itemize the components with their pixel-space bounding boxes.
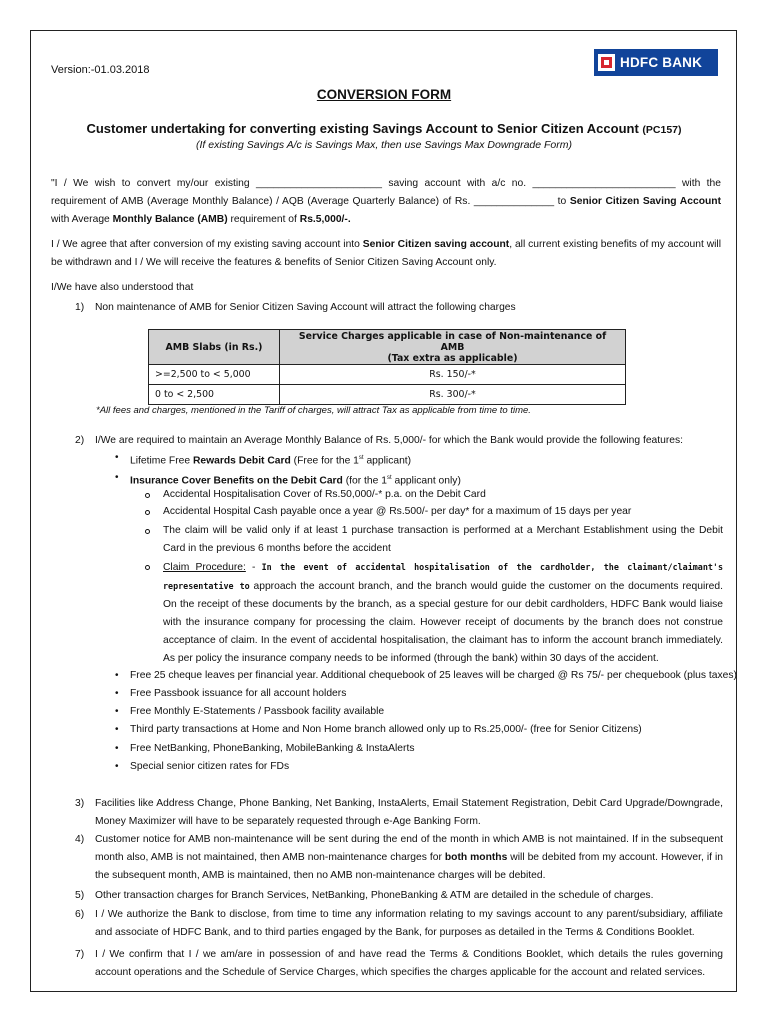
form-title: CONVERSION FORM: [316, 87, 452, 102]
tax-note: *All fees and charges, mentioned in the Tariff of charges, will attract Tax as applicable from time to time.: [96, 405, 531, 416]
item-5-number: 5): [75, 890, 85, 901]
item-5-text: Other transaction charges for Branch Services, NetBanking, PhoneBanking & ATM are detailed in the schedule of charges.: [95, 890, 654, 901]
table-cell-charge: Rs. 300/-*: [280, 385, 626, 405]
table-header-charges: Service Charges applicable in case of Non-maintenance of AMB (Tax extra as applicable): [280, 330, 626, 365]
feature-third-party-transactions: • Third party transactions at Home and Non Home branch allowed only up to Rs.25,000/- (free for Senior Citizens): [130, 721, 642, 739]
intro-paragraph-1: "I / We wish to convert my/our existing ______________________ saving account with a/c no. _________________________ with the requirement of AMB (Average Monthly Balance) / AQB (Average Quarterly Balance) of Rs. ______________ to Senior Citizen Saving Account with Average Monthly Balance (AMB) requirement of Rs.5,000/-.: [51, 178, 721, 225]
form-subtitle: [0, 121, 768, 136]
item-4-text: Customer notice for AMB non-maintenance will be sent during the end of the month in which AMB is not maintained. If in the subsequent month also, AMB is not maintained, then AMB non-maintenance charges for both months will be debited from my account. However, if in the subsequent month, AMB is maintained, then no AMB non-maintenance charges will be debited.: [95, 834, 723, 881]
item-1-number: 1): [75, 302, 85, 313]
item-2-number: 2): [75, 435, 85, 446]
table-header-slabs: AMB Slabs (in Rs.): [149, 330, 280, 365]
item-7-text: I / We confirm that I / we am/are in possession of and have read the Terms & Conditions Booklet, which details the rules governing account operations and the Schedule of Service Charges, which specifies the charges applicable for the account and related services.: [95, 949, 723, 978]
item-6-number: 6): [75, 909, 85, 920]
table-row: [149, 365, 626, 385]
item-2-text: I/We are required to maintain an Average Monthly Balance of Rs. 5,000/- for which the Bank would provide the following features:: [95, 435, 684, 446]
logo-text: HDFC BANK: [620, 55, 703, 70]
feature-rewards-debit-card: • Lifetime Free Rewards Debit Card (Free for the 1st applicant): [130, 449, 411, 470]
item-3-number: 3): [75, 798, 85, 809]
feature-netbanking: • Free NetBanking, PhoneBanking, MobileBanking & InstaAlerts: [130, 740, 414, 758]
hdfc-logo-icon: [598, 54, 615, 71]
form-subnote: (If existing Savings A/c is Savings Max, then use Savings Max Downgrade Form): [195, 139, 573, 151]
item-3-text: Facilities like Address Change, Phone Banking, Net Banking, InstaAlerts, Email Statement Registration, Debit Card Upgrade/Downgrade, Money Maximizer will have to be separately requested through e-Age Banking Form.: [95, 798, 723, 827]
item-7-number: 7): [75, 949, 85, 960]
table-row: [149, 385, 626, 405]
table-header-row: [149, 330, 626, 365]
table-cell-slab: 0 to < 2,500: [149, 385, 280, 405]
feature-insurance-cover: • Insurance Cover Benefits on the Debit Card (for the 1st applicant only): [130, 469, 461, 490]
amb-charges-table: [148, 329, 626, 405]
item-6-text: I / We authorize the Bank to disclose, from time to time any information relating to my savings account to any parent/subsidiary, affiliate and associate of HDFC Bank, and to third parties engaged by the Bank, for purposes as detailed in the Terms & Conditions Booklet.: [95, 909, 723, 938]
sub-hospitalisation-cover: Accidental Hospitalisation Cover of Rs.50,000/-* p.a. on the Debit Card: [163, 486, 723, 504]
subtitle-text: Customer undertaking for converting existing Savings Account to Senior Citizen Account: [86, 121, 639, 136]
intro-paragraph-3: I/We have also understood that: [51, 282, 194, 293]
table-cell-slab: >=2,500 to < 5,000: [149, 365, 280, 385]
item-4-number: 4): [75, 834, 85, 845]
version-label: Version:-01.03.2018: [51, 64, 150, 76]
table-cell-charge: Rs. 150/-*: [280, 365, 626, 385]
feature-fd-rates: • Special senior citizen rates for FDs: [130, 758, 289, 776]
sub-claim-procedure: Claim Procedure: - In the event of accidental hospitalisation of the cardholder, the claimant/claimant's representative to approach the account branch, and the branch would guide the customer on the documents required. On the receipt of these documents by the branch, as a special gesture for our debit cardholders, HDFC Bank would liaise with the insurance company for processing the claim. However receipt of documents by the branch does not construe acceptance of claim. In the event of accidental hospitalisation, the claimant has to inform the account branch immediately. As per policy the insurance company needs to be informed (through the bank) within 30 days of the accident.: [163, 558, 723, 668]
hdfc-bank-logo: [594, 49, 718, 76]
sub-hospital-cash: Accidental Hospital Cash payable once a year @ Rs.500/- per day* for a maximum of 15 days per year: [163, 503, 723, 521]
intro-paragraph-2: I / We agree that after conversion of my existing saving account into Senior Citizen saving account, all current existing benefits of my account will be withdrawn and I / We will receive the features & benefits of Senior Citizen Saving Account only.: [51, 239, 721, 268]
form-code: (PC157): [642, 124, 682, 136]
item-1-text: Non maintenance of AMB for Senior Citizen Saving Account will attract the following charges: [95, 302, 516, 313]
feature-cheque-leaves: • Free 25 cheque leaves per financial year. Additional chequebook of 25 leaves will be charged @ Rs 75/- per chequebook (plus taxes): [130, 667, 737, 685]
feature-e-statements: • Free Monthly E-Statements / Passbook facility available: [130, 703, 384, 721]
sub-claim-validity: The claim will be valid only if at least 1 purchase transaction is performed at a Merchant Establishment using the Debit Card in the previous 6 months before the accident: [163, 522, 723, 558]
feature-passbook: • Free Passbook issuance for all account holders: [130, 685, 346, 703]
